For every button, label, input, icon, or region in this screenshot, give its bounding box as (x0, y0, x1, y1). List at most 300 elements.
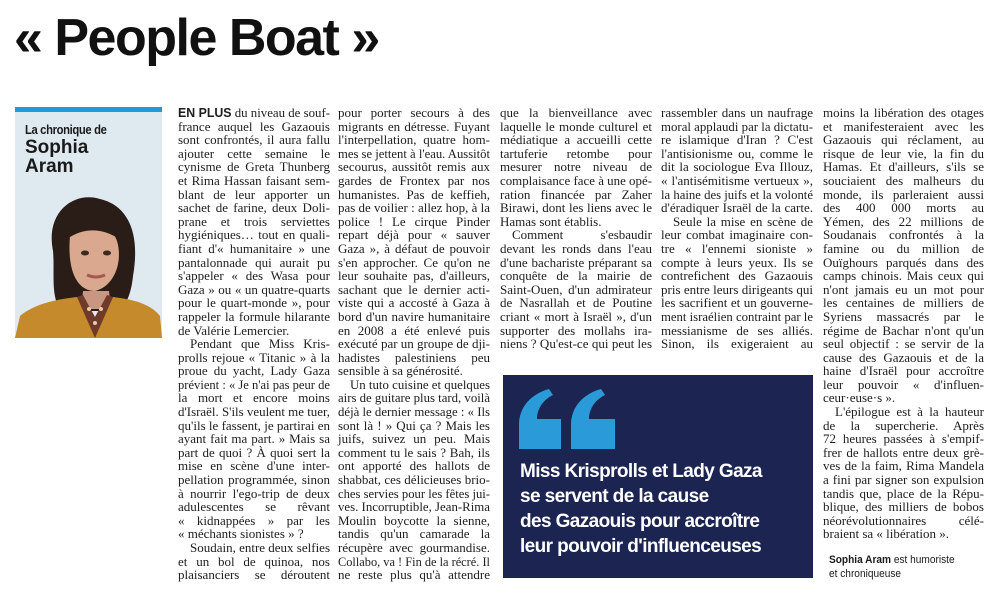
text-line-content (500, 160, 652, 174)
text-line-text: Hamas sont établis. (500, 213, 602, 229)
text-line-text: néorévolutionnaires célé- (823, 512, 984, 528)
text-line-text: blant de leur apporter un (178, 186, 330, 202)
text-line-content (823, 324, 984, 338)
text-line-text: d'Israël. S'ils veulent me tuer, (178, 404, 330, 420)
text-line (178, 500, 330, 514)
text-line-text: s'appeler « des Wasa pour (178, 268, 330, 284)
text-line-text: contrefichent des Gazaouis (661, 268, 813, 284)
text-line-text: gardes de Frontex par nos (338, 172, 490, 188)
text-line-content (350, 378, 490, 392)
text-line (823, 391, 984, 405)
text-line-content (338, 514, 490, 528)
text-line-text: adulescentes se rêvant (178, 499, 330, 515)
text-line-content (661, 269, 813, 283)
text-line-content (823, 256, 984, 270)
text-line-content (338, 432, 490, 446)
text-line-text: police ! Le cirque Pinder (338, 213, 490, 229)
text-line-content (178, 160, 330, 174)
text-line-text: ves de la faim, Rima Mandela (823, 458, 984, 474)
text-line (178, 120, 330, 134)
text-line-text: à nourrir l'ego-trip de deux (178, 485, 330, 501)
text-line-text: prévient : « Je n'ai pas peur de (178, 376, 330, 392)
text-line (338, 459, 490, 473)
text-line-content (178, 500, 330, 514)
text-line-text: la mort et encore moins (178, 390, 330, 406)
pull-quote (503, 375, 813, 578)
text-line (338, 269, 490, 283)
columnist-last-name: Aram (25, 156, 74, 177)
text-line (823, 432, 984, 446)
text-line (661, 310, 813, 324)
text-line-content (178, 296, 330, 310)
pull-quote-line: se servent de la cause (520, 486, 709, 507)
text-line-text: ajouter cette semaine le (178, 145, 330, 161)
text-line (178, 541, 330, 555)
text-line-content (661, 296, 813, 310)
text-line-text: mise en scène d'une inter- (178, 458, 330, 474)
text-line (661, 147, 813, 161)
text-line (661, 188, 813, 202)
text-line-content (500, 269, 652, 283)
text-line-content (338, 405, 490, 419)
text-line-content (338, 446, 490, 460)
text-line-content (178, 283, 330, 297)
lead-in: EN PLUS (178, 106, 232, 120)
text-line (178, 160, 330, 174)
text-line-content (338, 487, 490, 501)
text-line-content (338, 160, 490, 174)
text-line-text: 72 heures passées à s'empif- (823, 431, 984, 447)
text-line (178, 432, 330, 446)
text-line-content (178, 242, 330, 256)
text-line-content (823, 228, 984, 242)
text-line-text: conquête de la mairie de (500, 268, 652, 284)
column-kicker: La chronique de (25, 123, 107, 137)
text-line-content (338, 174, 490, 188)
text-line-content (338, 310, 490, 324)
text-line (661, 324, 813, 338)
article-column (500, 106, 652, 351)
text-line-text: Sinon, ils exigeraient au (661, 336, 813, 352)
text-line (500, 174, 652, 188)
accent-bar (15, 107, 162, 112)
text-line-text: ves. Incorruptible, Jean-Rima (338, 499, 490, 515)
text-line-text: sont là ! » Qui ça ? Mais les (338, 417, 490, 433)
text-line-content (661, 120, 813, 134)
text-line (823, 188, 984, 202)
text-line (178, 446, 330, 460)
text-line-text: de Valérie Lemercier. (178, 322, 290, 338)
text-line-content (500, 133, 652, 147)
text-line-content (661, 228, 813, 242)
text-line (823, 133, 984, 147)
text-line-content (500, 310, 652, 324)
text-line-content (823, 378, 984, 392)
text-line-text: cause des Gazaouis et de la (823, 349, 984, 365)
text-line-text: tandis que, place de la Répu- (823, 485, 984, 501)
text-line-content (661, 310, 813, 324)
text-line (338, 147, 490, 161)
text-line (338, 120, 490, 134)
text-line-text: risque de leur vie, la fin du (823, 145, 984, 161)
text-line (823, 487, 984, 501)
text-line (178, 188, 330, 202)
columnist-portrait (15, 191, 162, 338)
text-line (823, 527, 984, 541)
text-line-content (500, 174, 652, 188)
text-line (661, 133, 813, 147)
text-line-content (823, 364, 984, 378)
text-line (823, 473, 984, 487)
text-line-text: supporter des mollahs ira- (500, 322, 652, 338)
article-column (338, 106, 490, 582)
text-line-content (178, 568, 330, 582)
text-line-content (661, 147, 813, 161)
text-line-text: laquelle le monde culturel et (500, 118, 652, 134)
text-line-text: Syriens massacrés par le (823, 308, 984, 324)
text-line-text: d'une bachariste préparant sa (500, 254, 652, 270)
article-column (661, 106, 813, 351)
text-line-content (338, 228, 490, 242)
text-line (500, 215, 652, 229)
text-line-content (512, 228, 652, 242)
text-line-text: a fini par signer son expulsion (823, 472, 984, 488)
text-line-content (338, 473, 490, 487)
text-line-text: d'éradiquer Israël de la carte. (661, 200, 813, 216)
text-line-content (823, 473, 984, 487)
text-line (823, 500, 984, 514)
text-line-content (178, 419, 330, 433)
text-line (500, 106, 652, 120)
text-line (338, 405, 490, 419)
text-line-content (178, 446, 330, 460)
text-line-content (823, 351, 984, 365)
text-line (500, 160, 652, 174)
text-line (823, 201, 984, 215)
text-line-text: s'en approcher. Ce qu'on ne (338, 254, 490, 270)
text-line-text: Collabo, va ! Fin de la récré. Il (338, 553, 490, 569)
text-line (178, 147, 330, 161)
text-line (500, 310, 652, 324)
text-line-text: les centaines de milliers de (823, 295, 984, 311)
text-line-content (338, 351, 490, 365)
author-note (829, 553, 955, 581)
text-line-content (338, 541, 490, 555)
text-line-text: monde, ils parleraient aussi (823, 186, 984, 202)
text-line-content (661, 188, 813, 202)
text-line-content (823, 432, 984, 446)
text-line (338, 419, 490, 433)
text-line (823, 106, 984, 120)
text-line (338, 324, 490, 338)
text-line (338, 446, 490, 460)
text-line (178, 391, 330, 405)
text-line (178, 215, 330, 229)
text-line-content (500, 296, 652, 310)
text-line-content (178, 324, 289, 338)
text-line (178, 459, 330, 473)
text-line (338, 378, 490, 392)
text-line (338, 500, 490, 514)
text-line (500, 147, 652, 161)
text-line (823, 459, 984, 473)
text-line-content (338, 459, 490, 473)
text-line-text: l'antisionisme ou, comme le (661, 145, 813, 161)
text-line-content (178, 310, 330, 324)
text-line-text: pour porter secours à des (338, 105, 490, 120)
text-line-text: devant les ronds dans l'eau (500, 240, 652, 256)
text-line (823, 147, 984, 161)
text-line-text: L'épilogue est à la hauteur (835, 404, 984, 420)
text-line-text: secourus, aussitôt remis aux (338, 159, 490, 175)
text-line-content (661, 106, 813, 120)
text-line-text: famine ou du million de (823, 240, 984, 256)
text-line-text: juifs, suivez un peu. Mais (338, 431, 490, 447)
text-line-text: ne reste plus qu'à attendre (338, 567, 490, 583)
text-line-text: repart déjà pour « sauver (338, 227, 490, 243)
text-line (500, 133, 652, 147)
pull-quote-line: des Gazaouis pour accroître (520, 511, 760, 532)
text-line-content (338, 527, 490, 541)
text-line-content (823, 269, 984, 283)
text-line (823, 378, 984, 392)
text-line (661, 106, 813, 120)
text-line-text: Birawi, dont les liens avec le (500, 200, 652, 216)
text-line-text: Yémen, des 22 millions de (823, 213, 984, 229)
text-line-text: et manifesteraient avec les (823, 118, 984, 134)
text-line (500, 283, 652, 297)
text-line (338, 133, 490, 147)
text-line-content (661, 133, 813, 147)
text-line-content (178, 269, 330, 283)
text-line-content (338, 364, 463, 378)
text-line-text: l'interpellation, quatre hom- (338, 132, 490, 148)
text-line-text: airs de guitare plus tard, voilà (338, 390, 490, 406)
text-line (823, 174, 984, 188)
text-line (178, 174, 330, 188)
text-line-text: qu'ils le fassent, je partirai en (178, 417, 330, 433)
text-line (823, 419, 984, 433)
text-line (823, 228, 984, 242)
columnist-name (25, 138, 145, 176)
text-line (338, 391, 490, 405)
text-line-text: n'ont jamais eu un mot pour (823, 281, 984, 297)
article-column (823, 106, 984, 541)
text-line-text: shabbat, ces délicieuses brio- (338, 472, 490, 488)
text-line-content (338, 555, 490, 569)
text-line-content (190, 337, 330, 351)
text-line (178, 405, 330, 419)
text-line-content (823, 120, 984, 134)
columnist-first-name: Sophia (25, 137, 89, 158)
text-line-text: pas de voilier : allez hop, à la (338, 200, 490, 216)
text-line-text: proue du yacht, Lady Gaza (178, 363, 330, 379)
text-line-content (823, 337, 984, 351)
text-line-text: haine d'Israël pour accroître (823, 363, 984, 379)
text-line-text: Gaza » ou « un quatre-quarts (178, 281, 330, 297)
text-line-content (823, 188, 984, 202)
text-line (823, 364, 984, 378)
text-line-text: Pendant que Miss Kris- (190, 336, 330, 352)
text-line (338, 283, 490, 297)
text-line-content (823, 514, 984, 528)
text-line-text: de la supercherie. Après (823, 417, 984, 433)
text-line-content (500, 337, 652, 351)
text-line (661, 337, 813, 351)
text-line-text: Un tuto cuisine et quelques (350, 376, 490, 392)
text-line-text: re islamique d'Iran ? C'est (661, 132, 813, 148)
text-line-content (178, 473, 330, 487)
text-line-content (823, 500, 984, 514)
text-line-content (661, 324, 813, 338)
text-line-text: complaisance face à une opé- (500, 172, 652, 188)
text-line-content (338, 147, 490, 161)
text-line-content (338, 201, 490, 215)
text-line (178, 514, 330, 528)
text-line-content (338, 242, 490, 256)
text-line (178, 310, 330, 324)
text-line-content (823, 174, 984, 188)
text-line (500, 324, 652, 338)
text-line-content (823, 242, 984, 256)
text-line-content (500, 188, 652, 202)
text-line (178, 133, 330, 147)
text-line-content (178, 514, 330, 528)
text-line-text: prane et trois serviettes (178, 213, 330, 229)
text-line-text: braient sa « libération ». (823, 526, 949, 542)
text-line-text: niens ? Qu'est-ce qui peut les (500, 336, 652, 352)
text-line-text: pris entre leurs dirigeants qui (661, 281, 813, 297)
pull-quote-text (520, 459, 762, 559)
text-line-content (178, 405, 330, 419)
text-line-text: Soudanais confrontés à la (823, 227, 984, 243)
text-line-text: blique, des milliers de bobos (823, 499, 984, 515)
text-line-text: bord d'un navire humanitaire (338, 308, 490, 324)
text-line (338, 160, 490, 174)
text-line-content (178, 201, 330, 215)
text-line-text: ceur·euse·s ». (823, 390, 896, 406)
text-line (500, 296, 652, 310)
text-line-content (178, 174, 330, 188)
text-line (338, 201, 490, 215)
text-line (661, 215, 813, 229)
text-line (823, 256, 984, 270)
author-role: est humoriste (891, 554, 955, 566)
text-line-text: plaisanciers se déroutent (178, 567, 330, 583)
text-line (338, 487, 490, 501)
text-line (338, 568, 490, 582)
text-line-content (500, 201, 652, 215)
text-line-content (178, 120, 330, 134)
text-line-content (661, 201, 813, 215)
text-line-content (178, 215, 330, 229)
text-line (178, 242, 330, 256)
text-line-text: mesurer notre niveau de (500, 159, 652, 175)
text-line-content (338, 419, 490, 433)
text-line-text: des 400 000 morts au (823, 200, 984, 216)
text-line (661, 120, 813, 134)
text-line-content (673, 215, 813, 229)
text-line (500, 201, 652, 215)
text-line-content (823, 527, 949, 541)
text-line-text: la haine des juifs et la volonté (661, 186, 813, 202)
text-line (823, 405, 984, 419)
text-line-text: tandis qu'un camarade la (338, 526, 490, 542)
text-line (178, 324, 330, 338)
text-line-content (338, 568, 490, 582)
text-line (661, 242, 813, 256)
text-line-content (178, 133, 330, 147)
text-line (178, 351, 330, 365)
text-line-text: ches servies pour les fêtes jui- (338, 485, 490, 501)
text-line-text: régime de Bachar n'ont qu'un (823, 322, 984, 338)
text-line (178, 256, 330, 270)
text-line-content (500, 324, 652, 338)
text-line (661, 228, 813, 242)
text-line (661, 269, 813, 283)
text-line-content (178, 351, 330, 365)
text-line-text: leur pouvoir « d'influen- (823, 376, 984, 392)
text-line (178, 364, 330, 378)
text-line-text: pour le quart-monde », pour (178, 295, 330, 311)
text-line-text: leur combat imaginaire con- (661, 227, 813, 243)
text-line-text: et un bol de quinoa, nos (178, 553, 330, 569)
text-line-text: comment tu le sais ? Bah, ils (338, 444, 490, 460)
quote-mark-icon (519, 389, 619, 449)
text-line-text: et Rima Hassan faisant sem- (178, 172, 330, 188)
text-line-content (338, 324, 490, 338)
text-line (823, 446, 984, 460)
text-line (823, 215, 984, 229)
text-line (338, 228, 490, 242)
text-line (178, 568, 330, 582)
text-line-content (823, 133, 984, 147)
text-line-text: Hamas. Et d'ailleurs, s'ils se (823, 159, 984, 175)
article-column (178, 106, 330, 582)
text-line (823, 514, 984, 528)
text-line (338, 364, 490, 378)
text-line-content (338, 215, 490, 229)
text-line-text: Soudain, entre deux selfies (190, 540, 330, 555)
text-line-content (338, 296, 490, 310)
text-line-text: médiatique a accueilli cette (500, 132, 652, 148)
text-line-content (500, 283, 652, 297)
text-line-text: souciaient des malheurs du (823, 172, 984, 188)
text-line-content (178, 378, 330, 392)
text-line-text: messianisme de ses alliés. (661, 322, 813, 338)
text-line (338, 473, 490, 487)
text-line-content (823, 459, 984, 473)
text-line-text: pantalonnade qui aurait pu (178, 254, 330, 270)
text-line (823, 283, 984, 297)
text-line (823, 337, 984, 351)
text-line-content (823, 201, 984, 215)
text-line (823, 310, 984, 324)
text-line-text: ment israélien contraint par le (661, 308, 813, 324)
text-line (500, 337, 652, 351)
text-line (823, 120, 984, 134)
text-line-content (823, 147, 984, 161)
text-line-content (338, 391, 490, 405)
text-line-text: dit la sociologue Eva Illouz, (661, 159, 813, 175)
text-line-text: sachet de farine, deux Doli- (178, 200, 330, 216)
text-line (823, 351, 984, 365)
text-line-content (661, 160, 813, 174)
text-line-content (661, 256, 813, 270)
text-line-text: tartuferie retombe pour (500, 145, 652, 161)
text-line (661, 256, 813, 270)
text-line-content (823, 446, 984, 460)
